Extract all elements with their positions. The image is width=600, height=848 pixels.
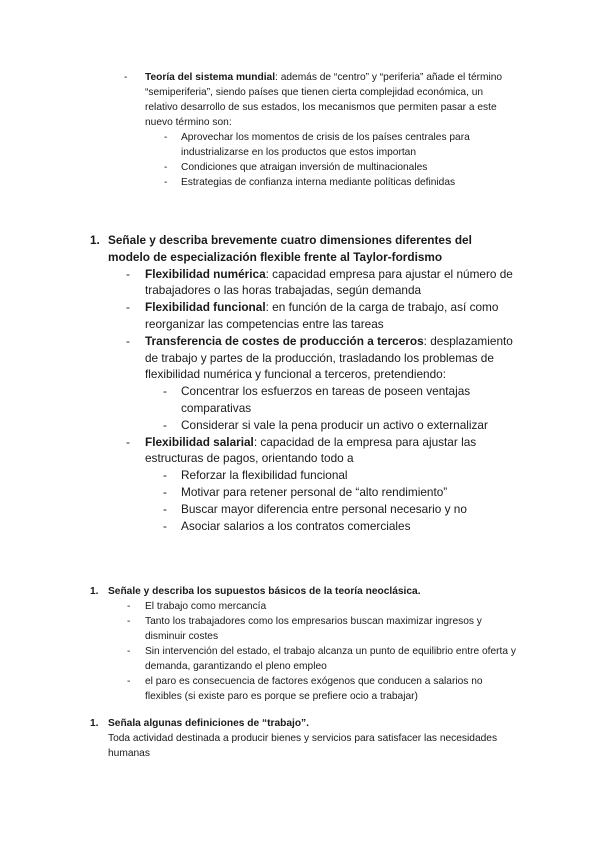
- item-text: : capacidad empresa para ajustar el número de trabajadores o las horas trabajadas, según demanda: [145, 266, 513, 298]
- bullet-dash: -: [163, 384, 167, 399]
- list-item: [0, 614, 520, 644]
- bullet-dash: -: [124, 72, 128, 83]
- list-item: [0, 674, 520, 704]
- item-text: : capacidad de la empresa para ajustar las estructuras de pagos, orientando todo a: [145, 434, 477, 466]
- list-item: [0, 333, 520, 383]
- world-system-section: [0, 70, 600, 190]
- bullet-dash: -: [163, 518, 167, 533]
- item-text: Tanto los trabajadores como los empresarios buscan maximizar ingresos y disminuir costes: [145, 616, 482, 642]
- question-heading: [0, 584, 528, 599]
- sub-item-text: Considerar si vale la pena producir un activo o externalizar: [181, 417, 488, 432]
- sub-item-text: Buscar mayor diferencia entre personal necesario y no: [181, 501, 467, 516]
- question-title: Señala algunas definiciones de “trabajo”.: [108, 718, 309, 729]
- sub-item-text: Asociar salarios a los contratos comerciales: [181, 518, 411, 533]
- list-item: [0, 599, 520, 614]
- sub-list-item: [0, 518, 516, 535]
- question-number: 1.: [90, 586, 99, 597]
- question-number: 1.: [90, 718, 99, 729]
- sub-item-text: Concentrar los esfuerzos en tareas de poseen ventajas comparativas: [181, 384, 471, 415]
- item-text: : además de “centro” y “periferia” añade el término “semiperiferia”, siendo países que tienen cierta complejidad económica, un relativo desarrollo de sus estados, los mecanismos que permiten pasar a este nuevo término son:: [145, 72, 503, 128]
- bullet-dash: -: [163, 484, 167, 499]
- bullet-dash: -: [164, 132, 168, 143]
- sub-list-item: [0, 160, 511, 175]
- question-heading: [0, 232, 508, 266]
- sub-item-text: Estrategias de confianza interna mediante políticas definidas: [181, 177, 456, 188]
- bullet-dash: -: [126, 434, 130, 449]
- question-neoclassical-theory: [0, 584, 600, 704]
- answer-paragraph: Toda actividad destinada a producir bienes y servicios para satisfacer las necesidades humanas: [108, 733, 498, 759]
- bullet-dash: -: [126, 300, 130, 315]
- bullet-dash: -: [127, 601, 131, 612]
- sub-list-item: [0, 467, 516, 484]
- item-text: el paro es consecuencia de factores exógenos que conducen a salarios no flexibles (si existe paro es porque se prefiere ocio a trabajar): [145, 676, 483, 702]
- bullet-dash: -: [163, 468, 167, 483]
- sub-list-item: [0, 383, 516, 417]
- list-item: [0, 434, 520, 468]
- bullet-dash: -: [127, 676, 131, 687]
- sub-list-item: [0, 175, 511, 190]
- bullet-dash: -: [164, 177, 168, 188]
- sub-item-text: Motivar para retener personal de “alto rendimiento”: [181, 484, 448, 499]
- item-term: Flexibilidad numérica: [145, 266, 266, 281]
- bullet-dash: -: [126, 266, 130, 281]
- sub-item-text: Condiciones que atraigan inversión de multinacionales: [181, 162, 428, 173]
- list-item: [0, 70, 510, 130]
- item-text: : en función de la carga de trabajo, así como reorganizar las competencias entre las tareas: [145, 300, 499, 331]
- list-item: [0, 266, 520, 300]
- question-flexible-specialization: [0, 232, 600, 534]
- sub-item-text: Aprovechar los momentos de crisis de los países centrales para industrializarse en los productos que estos importan: [181, 132, 470, 158]
- sub-list-item: [0, 484, 516, 501]
- item-text: El trabajo como mercancía: [145, 601, 267, 612]
- item-text: Sin intervención del estado, el trabajo alcanza un punto de equilibrio entre oferta y demanda, garantizando el pleno empleo: [145, 646, 516, 672]
- bullet-dash: -: [163, 501, 167, 516]
- sub-list-item: [0, 130, 511, 160]
- bullet-dash: -: [127, 646, 131, 657]
- question-heading: [0, 716, 528, 731]
- list-item: [0, 644, 520, 674]
- question-title: Señale y describa los supuestos básicos de la teoría neoclásica.: [108, 586, 421, 597]
- question-number: 1.: [90, 233, 100, 247]
- item-term: Teoría del sistema mundial: [145, 72, 276, 83]
- sub-item-text: Reforzar la flexibilidad funcional: [181, 468, 348, 483]
- sub-list-item: [0, 417, 516, 434]
- bullet-dash: -: [163, 417, 167, 432]
- sub-list-item: [0, 501, 516, 518]
- bullet-dash: -: [126, 333, 130, 348]
- item-term: Transferencia de costes de producción a terceros: [145, 333, 424, 348]
- item-term: Flexibilidad salarial: [145, 434, 254, 449]
- list-item: [0, 299, 520, 333]
- item-term: Flexibilidad funcional: [145, 300, 266, 315]
- question-work-definitions: [0, 716, 600, 761]
- question-title: Señale y describa brevemente cuatro dimensiones diferentes del modelo de especialización flexible frente al Taylor-fordismo: [108, 233, 472, 264]
- item-text: : desplazamiento de trabajo y partes de la producción, trasladando los problemas de flexibilidad numérica y funcional a terceros, pretendiendo:: [145, 333, 513, 382]
- bullet-dash: -: [164, 162, 168, 173]
- bullet-dash: -: [127, 616, 131, 627]
